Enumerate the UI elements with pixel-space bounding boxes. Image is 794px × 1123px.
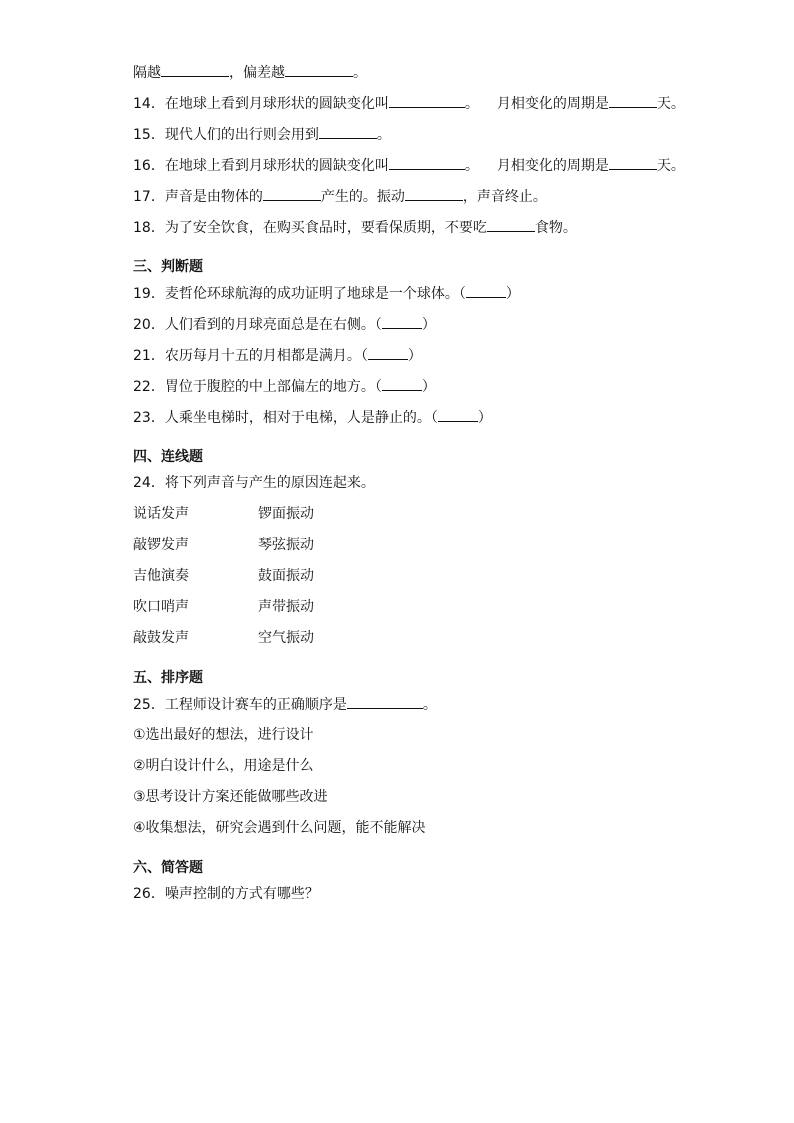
q20-close: ）	[421, 317, 436, 333]
answer-blank[interactable]	[466, 283, 506, 298]
answer-blank[interactable]	[319, 124, 377, 139]
section-title-short: 六、简答题	[133, 860, 203, 876]
match-right-item[interactable]: 鼓面振动	[258, 568, 314, 584]
section-title-match: 四、连线题	[133, 449, 203, 465]
q13-tail	[133, 62, 693, 82]
question-17	[133, 186, 693, 206]
match-row	[133, 535, 693, 555]
answer-blank[interactable]	[487, 217, 535, 232]
match-left-item[interactable]: 敲锣发声	[133, 537, 189, 553]
match-left-item[interactable]: 吹口哨声	[133, 599, 189, 615]
answer-blank[interactable]	[347, 694, 423, 709]
question-16	[133, 155, 693, 175]
match-row	[133, 566, 693, 586]
q14-text-a: 14．在地球上看到月球形状的圆缺变化叫	[133, 96, 389, 112]
match-left-item[interactable]: 敲鼓发声	[133, 630, 189, 646]
q17-text-b: 产生的。振动	[320, 189, 405, 205]
q21-close: ）	[407, 348, 422, 364]
question-18	[133, 217, 693, 237]
q19-close: ）	[505, 286, 520, 302]
question-14	[133, 93, 693, 113]
q21-text: 21．农历每月十五的月相都是满月。（	[133, 348, 368, 364]
q15-text-b: 。	[376, 127, 391, 143]
q19-text: 19．麦哲伦环球航海的成功证明了地球是一个球体。（	[133, 286, 466, 302]
question-22	[133, 376, 693, 396]
q22-text: 22．胃位于腹腔的中上部偏左的地方。（	[133, 379, 382, 395]
q17-text-a: 17．声音是由物体的	[133, 189, 263, 205]
question-24: 24．将下列声音与产生的原因连起来。	[133, 475, 375, 491]
q16-text-b: 。	[464, 158, 479, 174]
answer-blank[interactable]	[382, 376, 422, 391]
q16-text-d: 天。	[656, 158, 685, 174]
answer-blank[interactable]	[368, 345, 408, 360]
match-row	[133, 597, 693, 617]
q13-text-a: 隔越	[133, 65, 161, 81]
answer-blank[interactable]	[609, 155, 657, 170]
question-23	[133, 407, 693, 427]
q25-text-a: 25．工程师设计赛车的正确顺序是	[133, 697, 347, 713]
match-left-item[interactable]: 说话发声	[133, 506, 189, 522]
answer-blank[interactable]	[161, 62, 229, 77]
match-right-item[interactable]: 琴弦振动	[258, 537, 314, 553]
answer-blank[interactable]	[382, 314, 422, 329]
question-19	[133, 283, 693, 303]
order-step: ③思考设计方案还能做哪些改进	[133, 789, 328, 805]
q18-text-a: 18．为了安全饮食，在购买食品时，要看保质期，不要吃	[133, 220, 487, 236]
q16-text-c: 月相变化的周期是	[496, 158, 609, 174]
q18-text-b: 食物。	[534, 220, 577, 236]
exam-content	[133, 62, 693, 915]
q15-text-a: 15．现代人们的出行则会用到	[133, 127, 319, 143]
answer-blank[interactable]	[438, 407, 478, 422]
match-right-item[interactable]: 声带振动	[258, 599, 314, 615]
answer-blank[interactable]	[389, 155, 465, 170]
question-26: 26．噪声控制的方式有哪些？	[133, 886, 319, 902]
question-21	[133, 345, 693, 365]
q13-text-b: ，偏差越	[229, 65, 285, 81]
answer-blank[interactable]	[609, 93, 657, 108]
section-title-order: 五、排序题	[133, 670, 203, 686]
match-right-item[interactable]: 锣面振动	[258, 506, 314, 522]
order-step: ②明白设计什么，用途是什么	[133, 758, 314, 774]
section-title-judge: 三、判断题	[133, 259, 203, 275]
question-25	[133, 694, 693, 714]
q23-close: ）	[477, 410, 492, 426]
answer-blank[interactable]	[405, 186, 463, 201]
question-20	[133, 314, 693, 334]
answer-blank[interactable]	[263, 186, 321, 201]
q17-text-c: ，声音终止。	[462, 189, 547, 205]
order-step: ①选出最好的想法，进行设计	[133, 727, 314, 743]
q23-text: 23．人乘坐电梯时，相对于电梯，人是静止的。（	[133, 410, 438, 426]
q14-text-b: 。	[464, 96, 479, 112]
answer-blank[interactable]	[285, 62, 353, 77]
answer-blank[interactable]	[389, 93, 465, 108]
match-row	[133, 504, 693, 524]
q13-text-c: 。	[353, 65, 367, 81]
q25-text-b: 。	[422, 697, 437, 713]
q20-text: 20．人们看到的月球亮面总是在右侧。（	[133, 317, 382, 333]
q14-text-d: 天。	[656, 96, 685, 112]
q14-text-c: 月相变化的周期是	[496, 96, 609, 112]
question-15	[133, 124, 693, 144]
match-right-item[interactable]: 空气振动	[258, 630, 314, 646]
match-left-item[interactable]: 吉他演奏	[133, 568, 189, 584]
match-row	[133, 628, 693, 648]
q22-close: ）	[421, 379, 436, 395]
order-step: ④收集想法，研究会遇到什么问题，能不能解决	[133, 820, 426, 836]
q16-text-a: 16．在地球上看到月球形状的圆缺变化叫	[133, 158, 389, 174]
